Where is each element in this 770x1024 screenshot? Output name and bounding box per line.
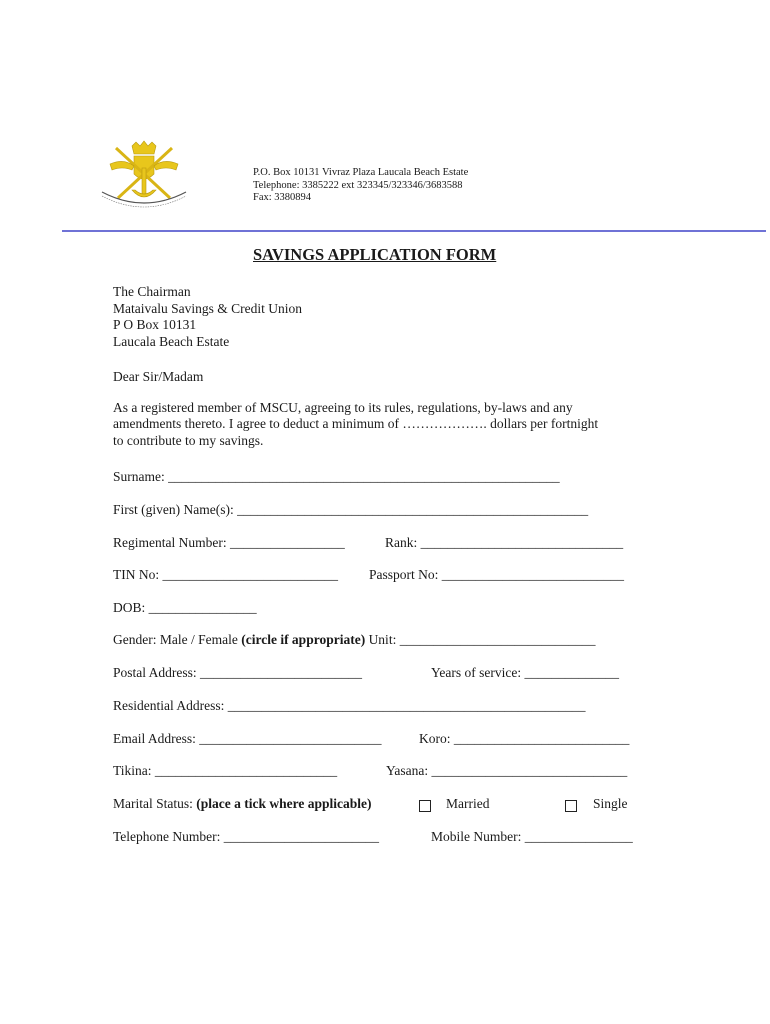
surname-field[interactable]: Surname: __________________________________________________________ [113,469,560,484]
married-label: Married [446,796,490,811]
mobile-field[interactable]: Mobile Number: ________________ [431,829,633,844]
gender-unit-row [113,632,595,648]
intro-line[interactable]: amendments thereto. I agree to deduct a minimum of ………………. dollars per fortnight [113,416,599,432]
rank-field[interactable]: Rank: ______________________________ [385,535,624,550]
postal-address-line: P.O. Box 10131 Vivraz Plaza Laucala Beach Estate [253,167,469,178]
koro-field[interactable]: Koro: __________________________ [419,731,630,746]
unit-field[interactable]: Unit: _____________________________ [365,632,596,647]
marital-status-label: Marital Status: (place a tick where applicable) [113,796,372,811]
intro-paragraph [113,400,598,449]
yasana-field[interactable]: Yasana: _____________________________ [386,763,628,778]
regimental-number-field[interactable]: Regimental Number: _________________ [113,535,345,550]
email-field[interactable]: Email Address: ___________________________ [113,731,382,746]
years-of-service-field[interactable]: Years of service: ______________ [431,665,619,680]
addressee-line: P O Box 10131 [113,317,197,333]
intro-line: As a registered member of MSCU, agreeing to its rules, regulations, by-laws and any [113,400,573,415]
union-crest-logo [96,140,192,218]
addressee-line: Laucala Beach Estate [113,333,230,349]
addressee-line: The Chairman [113,284,191,299]
first-name-field[interactable]: First (given) Name(s): ____________________________________________________ [113,502,589,517]
residential-address-field[interactable]: Residential Address: _____________________________________________________ [113,698,586,713]
dob-field[interactable]: DOB: ________________ [113,600,257,615]
married-checkbox[interactable] [419,800,431,812]
single-checkbox[interactable] [565,800,577,812]
addressee-block [113,284,302,350]
single-label: Single [593,796,628,811]
marital-instruction: (place a tick where applicable) [196,796,372,811]
fax-line: Fax: 3380894 [253,192,312,203]
form-title: SAVINGS APPLICATION FORM [253,245,497,264]
union-contact-block [253,167,468,205]
gender-field[interactable]: Gender: Male / Female [113,632,242,647]
tikina-field[interactable]: Tikina: ___________________________ [113,763,338,778]
salutation: Dear Sir/Madam [113,369,204,384]
intro-line: to contribute to my savings. [113,432,264,448]
gender-instruction: (circle if appropriate) [241,632,366,647]
passport-field[interactable]: Passport No: ___________________________ [369,567,625,582]
addressee-line: Mataivalu Savings & Credit Union [113,300,302,316]
crest-emblem [110,141,178,198]
telephone-field[interactable]: Telephone Number: _______________________ [113,829,380,844]
telephone-line: Telephone: 3385222 ext 323345/323346/3683588 [253,179,463,191]
tin-field[interactable]: TIN No: __________________________ [113,567,338,582]
header-divider [62,230,766,232]
postal-address-field[interactable]: Postal Address: ________________________ [113,665,363,680]
